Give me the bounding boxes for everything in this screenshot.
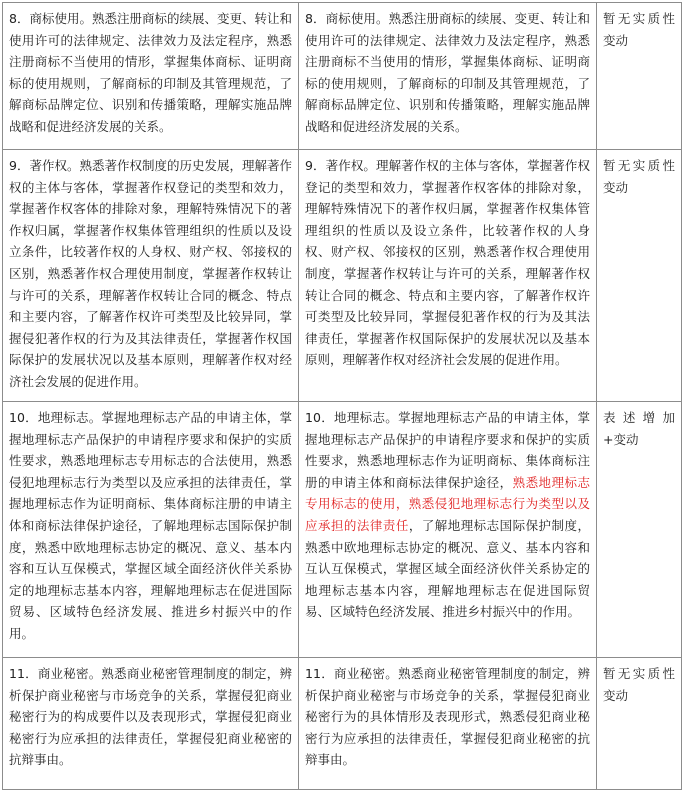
new-syllabus-cell: 11．商业秘密。熟悉商业秘密管理制度的制定，辨析保护商业秘密与市场竞争的关系，掌握侵犯商业秘密行为的具体情形及表现形式，熟悉侵犯商业秘密行为应承担的法律责任，掌握侵犯商业秘密的抗辩事由。 [299,658,597,790]
table-row [3,150,682,402]
old-syllabus-cell: 9．著作权。熟悉著作权制度的历史发展，理解著作权的主体与客体，掌握著作权登记的类型和效力，掌握著作权客体的排除对象，理解特殊情况下的著作权归属，掌握著作权集体管理组织的性质以及设立条件，比较著作权的人身权、财产权、邻接权的区别，熟悉著作权合理使用制度，掌握著作权转让与许可的关系，理解著作权转让合同的概念、特点和主要内容，了解著作权许可类型及比较异同，掌握侵犯著作权的行为及其法律责任，掌握著作权国际保护的发展状况以及基本原则，理解著作权对经济社会发展的促进作用。 [3,150,299,402]
table-row [3,3,682,150]
new-text-after: ，了解地理标志国际保护制度，熟悉中欧地理标志协定的概况、意义、基本内容和互认互保模式，掌握区域全面经济伙伴关系协定的地理标志基本内容，理解地理标志在促进国际贸易、区域特色经济发展、推进乡村振兴中的作用。 [305,517,590,620]
old-syllabus-cell: 10．地理标志。掌握地理标志产品的申请主体，掌握地理标志产品保护的申请程序要求和保护的实质性要求，熟悉地理标志专用标志的合法使用，熟悉侵犯地理标志行为类型以及应承担的法律责任，掌握地理标志作为证明商标、集体商标注册的申请主体和商标法律保护途径，了解地理标志国际保护制度，熟悉中欧地理标志协定的概况、意义、基本内容和互认互保模式，掌握区域全面经济伙伴关系协定的地理标志基本内容，理解地理标志在促进国际贸易、区域特色经济发展、推进乡村振兴中的作用。 [3,402,299,658]
table-row [3,402,682,658]
highlighted-change-text: 熟悉地理标志专用标志的使用，熟悉侵犯地理标志行为类型以及应承担的法律责任 [305,474,590,533]
change-note-cell: 暂无实质性变动 [597,3,682,150]
change-note-cell: 暂无实质性变动 [597,150,682,402]
new-text-before: 10．地理标志。掌握地理标志产品的申请主体，掌握地理标志产品保护的申请程序要求和保护的实质性要求，熟悉地理标志作为证明商标、集体商标注册的申请主体和商标法律保护途径， [305,410,590,490]
change-note-cell: 表述增加+变动 [597,402,682,658]
syllabus-comparison-table [2,2,682,790]
new-syllabus-cell: 9．著作权。理解著作权的主体与客体，掌握著作权登记的类型和效力，掌握著作权客体的排除对象，理解特殊情况下的著作权归属，掌握著作权集体管理组织的性质以及设立条件，比较著作权的人身权、财产权、邻接权的区别，熟悉著作权合理使用制度，掌握著作权转让与许可的关系，理解著作权转让合同的概念、特点和主要内容，了解著作权许可类型及比较异同，掌握侵犯著作权的行为及其法律责任，掌握著作权国际保护的发展状况以及基本原则，理解著作权对经济社会发展的促进作用。 [299,150,597,402]
old-syllabus-cell: 11．商业秘密。熟悉商业秘密管理制度的制定，辨析保护商业秘密与市场竞争的关系，掌握侵犯商业秘密行为的构成要件以及表现形式，掌握侵犯商业秘密行为应承担的法律责任，掌握侵犯商业秘密的抗辩事由。 [3,658,299,790]
new-syllabus-cell [299,402,597,658]
change-note-cell: 暂无实质性变动 [597,658,682,790]
table-row [3,658,682,790]
new-syllabus-cell: 8．商标使用。熟悉注册商标的续展、变更、转让和使用许可的法律规定、法律效力及法定程序，熟悉注册商标不当使用的情形，掌握集体商标、证明商标的使用规则，了解商标的印制及其管理规范，了解商标品牌定位、识别和传播策略，理解实施品牌战略和促进经济发展的关系。 [299,3,597,150]
old-syllabus-cell: 8．商标使用。熟悉注册商标的续展、变更、转让和使用许可的法律规定、法律效力及法定程序，熟悉注册商标不当使用的情形，掌握集体商标、证明商标的使用规则，了解商标的印制及其管理规范，了解商标品牌定位、识别和传播策略，理解实施品牌战略和促进经济发展的关系。 [3,3,299,150]
